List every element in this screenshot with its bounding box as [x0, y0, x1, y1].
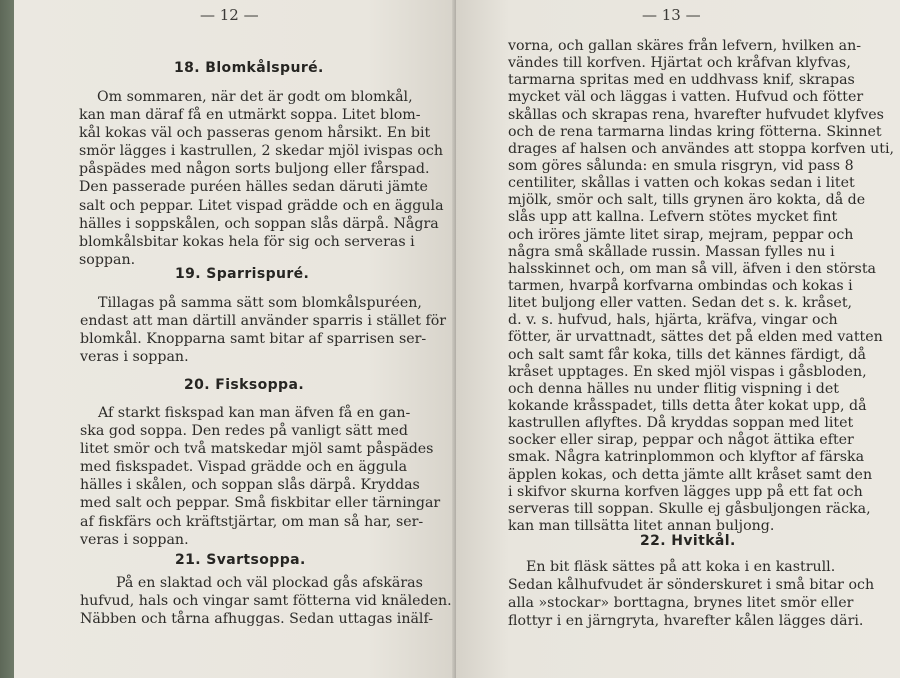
text-line: d. v. s. hufvud, hals, hjärta, kräfva, vingar och — [508, 312, 838, 329]
text-line: af fiskfärs och kräftstjärtar, om man så har, ser- — [80, 513, 424, 530]
text-line: hälles i soppskålen, och soppan slås därpå. Några — [79, 215, 439, 232]
text-line: socker eller sirap, peppar och något ättika efter — [508, 432, 854, 449]
text-line: kan man tillsätta litet annan buljong. — [508, 517, 775, 534]
text-line: centiliter, skållas i vatten och kokas sedan i litet — [508, 175, 855, 192]
left-page-number: — 12 — — [200, 6, 259, 24]
text-line: Af starkt fiskspad kan man äfven få en gan- — [98, 405, 411, 421]
section-text-19 — [80, 294, 447, 366]
text-line: På en slaktad och väl plockad gås afskäras — [116, 575, 423, 591]
text-line: vorna, och gallan skäres från lefvern, hvilken an- — [508, 38, 862, 54]
text-line: En bit fläsk sättes på att koka i en kastrull. — [526, 559, 836, 575]
section-text-18 — [79, 88, 444, 269]
text-line: Näbben och tårna afhuggas. Sedan uttagas inälf- — [80, 611, 434, 628]
section-text-20 — [80, 404, 441, 549]
text-line: endast att man därtill använder sparris i stället för — [80, 313, 447, 330]
text-line: veras i soppan. — [80, 531, 189, 548]
text-line: med salt och peppar. Små fiskbitar eller tärningar — [80, 495, 441, 512]
text-line: Tillagas på samma sätt som blomkålspuréen, — [98, 295, 422, 311]
text-line: som göres sålunda: en smula risgryn, vid pass 8 — [508, 157, 854, 174]
text-line: fötter, är urvattnadt, sättes det på elden med vatten — [508, 329, 883, 346]
section-title-22: 22. Hvitkål. — [640, 533, 736, 549]
right-page — [456, 0, 900, 678]
right-page-number: — 13 — — [642, 6, 701, 24]
text-line: ska god soppa. Den redes på vanligt sätt med — [80, 423, 409, 440]
text-line: Om sommaren, när det är godt om blomkål, — [97, 89, 413, 105]
text-line: mjölk, smör och salt, tills grynen äro kokta, då de — [508, 192, 866, 209]
text-line: hufvud, hals och vingar samt fötterna vid knäleden. — [80, 593, 452, 610]
text-line: serveras till soppan. Skulle ej gåsbuljongen räcka, — [508, 500, 871, 517]
text-line: Sedan kålhufvudet är sönderskuret i små bitar och — [508, 577, 875, 593]
text-line: med fiskspadet. Vispad grädde och en äggula — [80, 459, 408, 476]
text-line: kan man däraf få en utmärkt soppa. Litet blom- — [79, 107, 421, 124]
text-line: kokande kråsspadet, tills detta åter kokat upp, då — [508, 397, 867, 414]
text-line: halsskinnet och, om man så vill, äfven i den största — [508, 260, 877, 277]
text-line: och iröres jämte litet sirap, mejram, peppar och — [508, 226, 854, 243]
left-page — [14, 0, 456, 678]
text-line: tarmarna spritas med en uddhvass knif, skrapas — [508, 72, 855, 89]
text-line: skållas och skrapas rena, hvarefter hufvudet klyfves — [508, 106, 884, 123]
text-line: kastrullen aflyftes. Då kryddas soppan med litet — [508, 415, 854, 432]
text-line: några små skållade russin. Massan fylles nu i — [508, 243, 835, 260]
text-line: hälles i skålen, och soppan slås därpå. Kryddas — [80, 477, 420, 494]
text-line: mycket väl och läggas i vatten. Hufvud och fötter — [508, 89, 864, 106]
text-line: blomkål. Knopparna samt bitar af sparrisen ser- — [80, 331, 427, 348]
text-line: blomkålsbitar kokas hela för sig och serveras i — [79, 233, 415, 250]
text-line: smak. Några katrinplommon och klyftor af färska — [508, 449, 865, 466]
text-line: flottyr i en järngryta, hvarefter kålen lägges däri. — [508, 613, 864, 629]
text-line: kråset upptages. En sked mjöl vispas i gåsbloden, — [508, 363, 867, 380]
section-title-21: 21. Svartsoppa. — [175, 552, 306, 568]
text-line: vändes till korfven. Hjärtat och kråfvan klyfvas, — [508, 55, 851, 72]
section-text-21 — [80, 574, 452, 628]
text-line: i skifvor skurna korfven lägges upp på ett fat och — [508, 483, 863, 500]
text-line: och denna hälles nu under flitig vispning i det — [508, 380, 839, 397]
section-text-21-continued — [508, 38, 895, 535]
section-title-19: 19. Sparrispuré. — [175, 266, 310, 282]
text-line: slås upp att kallna. Lefvern stötes mycket fint — [508, 209, 838, 226]
section-title-18: 18. Blomkålspuré. — [174, 60, 324, 76]
text-line: drages af halsen och användes att stoppa korfven uti, — [508, 140, 895, 157]
text-line: soppan. — [79, 251, 136, 268]
section-text-22 — [508, 558, 875, 630]
text-line: tarmen, hvarpå korfvarna ombindas och kokas i — [508, 277, 853, 294]
section-title-20: 20. Fisksoppa. — [184, 377, 305, 393]
text-line: kål kokas väl och passeras genom hårsikt. En bit — [79, 125, 431, 142]
text-line: och de rena tarmarna lindas kring fötterna. Skinnet — [508, 123, 882, 140]
text-line: och salt samt får koka, tills det kännes färdigt, då — [508, 346, 867, 363]
text-line: veras i soppan. — [80, 349, 189, 366]
text-line: påspädes med någon sorts buljong eller fårspad. — [79, 161, 430, 178]
text-line: salt och peppar. Litet vispad grädde och en äggula — [79, 197, 444, 214]
text-line: litet smör och två matskedar mjöl samt påspädes — [80, 441, 434, 458]
text-line: äpplen kokas, och detta jämte allt kråset samt den — [508, 466, 873, 483]
text-line: Den passerade puréen hälles sedan däruti jämte — [79, 179, 428, 196]
background-edge — [0, 0, 14, 678]
text-line: smör lägges i kastrullen, 2 skedar mjöl ivispas och — [79, 143, 443, 160]
text-line: alla »stockar» borttagna, brynes litet smör eller — [508, 595, 854, 611]
text-line: litet buljong eller vatten. Sedan det s. k. kråset, — [508, 295, 853, 312]
